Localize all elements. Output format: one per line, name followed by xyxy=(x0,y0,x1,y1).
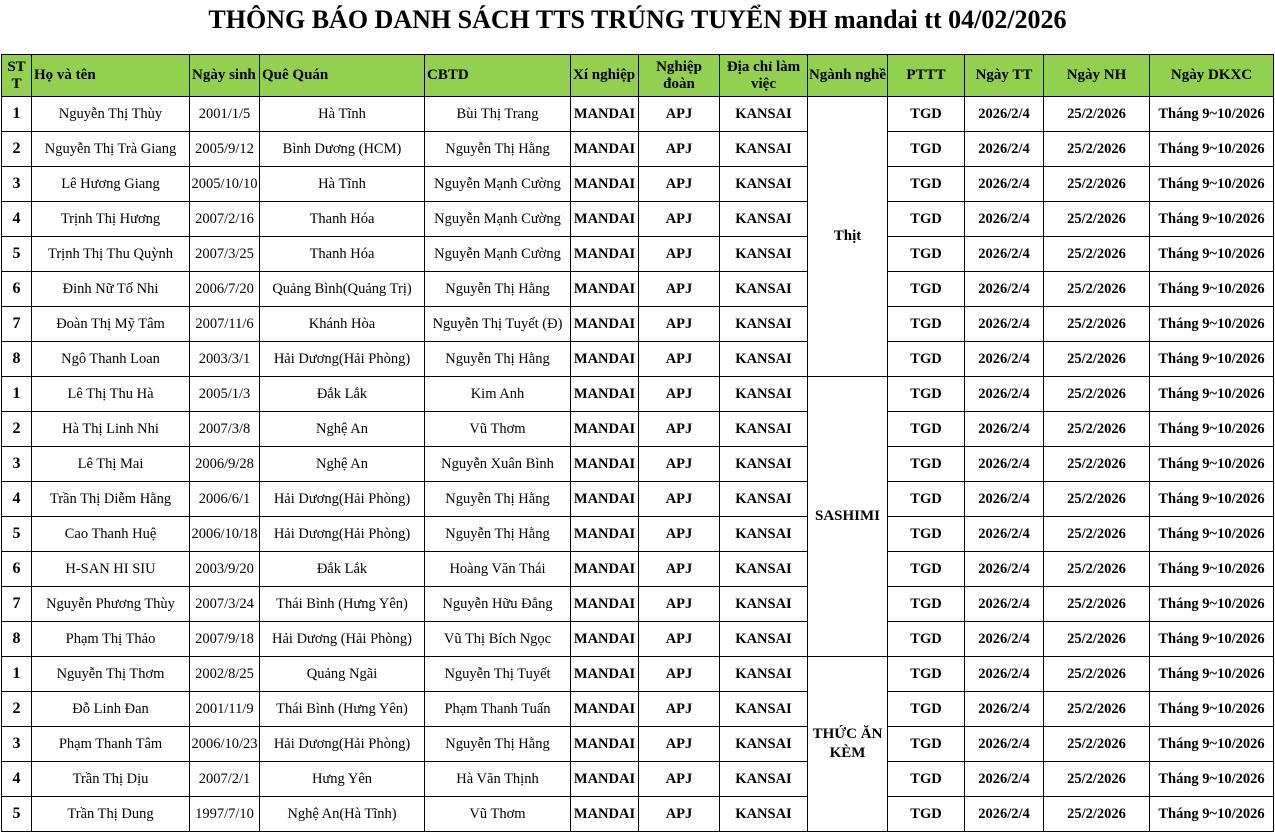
trade-group-cell: SASHIMI xyxy=(808,377,888,657)
row-admission-date: 25/2/2026 xyxy=(1044,97,1150,132)
row-cbtd: Hoàng Văn Thái xyxy=(425,552,571,587)
table-row xyxy=(2,377,1274,412)
row-union: APJ xyxy=(639,447,720,482)
row-pttt: TGD xyxy=(888,692,965,727)
row-factory: MANDAI xyxy=(571,622,639,657)
row-admission-date: 25/2/2026 xyxy=(1044,797,1150,832)
row-stt: 2 xyxy=(2,132,32,167)
row-workplace: KANSAI xyxy=(720,657,808,692)
row-workplace: KANSAI xyxy=(720,202,808,237)
header-test-date: Ngày TT xyxy=(965,55,1044,97)
row-departure-date: Tháng 9~10/2026 xyxy=(1150,307,1274,342)
row-factory: MANDAI xyxy=(571,482,639,517)
header-row xyxy=(2,55,1274,97)
row-name: Hà Thị Linh Nhi xyxy=(32,412,190,447)
row-factory: MANDAI xyxy=(571,97,639,132)
header-workplace: Địa chỉ làm việc xyxy=(720,55,808,97)
row-name: Trần Thị Dung xyxy=(32,797,190,832)
row-name: Cao Thanh Huệ xyxy=(32,517,190,552)
row-hometown: Nghệ An xyxy=(260,412,425,447)
page-title: THÔNG BÁO DANH SÁCH TTS TRÚNG TUYỂN ĐH mandai tt 04/02/2026 xyxy=(208,5,1067,34)
row-workplace: KANSAI xyxy=(720,552,808,587)
row-cbtd: Kim Anh xyxy=(425,377,571,412)
table-row xyxy=(2,237,1274,272)
row-hometown: Hải Dương(Hải Phòng) xyxy=(260,342,425,377)
row-factory: MANDAI xyxy=(571,272,639,307)
row-pttt: TGD xyxy=(888,657,965,692)
row-hometown: Nghệ An(Hà Tĩnh) xyxy=(260,797,425,832)
row-pttt: TGD xyxy=(888,377,965,412)
row-hometown: Nghệ An xyxy=(260,447,425,482)
row-hometown: Thanh Hóa xyxy=(260,237,425,272)
row-union: APJ xyxy=(639,517,720,552)
row-dob: 2003/9/20 xyxy=(190,552,260,587)
row-union: APJ xyxy=(639,797,720,832)
header-pttt: PTTT xyxy=(888,55,965,97)
row-dob: 2007/2/16 xyxy=(190,202,260,237)
row-test-date: 2026/2/4 xyxy=(965,272,1044,307)
row-admission-date: 25/2/2026 xyxy=(1044,517,1150,552)
row-departure-date: Tháng 9~10/2026 xyxy=(1150,167,1274,202)
row-dob: 2003/3/1 xyxy=(190,342,260,377)
row-name: Phạm Thị Thảo xyxy=(32,622,190,657)
row-admission-date: 25/2/2026 xyxy=(1044,447,1150,482)
row-admission-date: 25/2/2026 xyxy=(1044,762,1150,797)
table-row xyxy=(2,727,1274,762)
row-pttt: TGD xyxy=(888,412,965,447)
row-test-date: 2026/2/4 xyxy=(965,342,1044,377)
row-stt: 4 xyxy=(2,762,32,797)
row-pttt: TGD xyxy=(888,342,965,377)
row-factory: MANDAI xyxy=(571,202,639,237)
row-dob: 2006/9/28 xyxy=(190,447,260,482)
row-cbtd: Nguyễn Thị Hằng xyxy=(425,132,571,167)
row-hometown: Quảng Bình(Quảng Trị) xyxy=(260,272,425,307)
row-departure-date: Tháng 9~10/2026 xyxy=(1150,727,1274,762)
row-dob: 2002/8/25 xyxy=(190,657,260,692)
row-admission-date: 25/2/2026 xyxy=(1044,552,1150,587)
row-test-date: 2026/2/4 xyxy=(965,482,1044,517)
row-pttt: TGD xyxy=(888,517,965,552)
row-test-date: 2026/2/4 xyxy=(965,692,1044,727)
row-admission-date: 25/2/2026 xyxy=(1044,237,1150,272)
row-admission-date: 25/2/2026 xyxy=(1044,272,1150,307)
row-union: APJ xyxy=(639,202,720,237)
row-name: Trần Thị Dịu xyxy=(32,762,190,797)
row-name: Lê Thị Thu Hà xyxy=(32,377,190,412)
row-workplace: KANSAI xyxy=(720,272,808,307)
row-cbtd: Nguyễn Thị Tuyết (Đ) xyxy=(425,307,571,342)
row-stt: 3 xyxy=(2,167,32,202)
table-row xyxy=(2,202,1274,237)
row-union: APJ xyxy=(639,762,720,797)
header-trade: Ngành nghề xyxy=(808,55,888,97)
header-cbtd: CBTD xyxy=(425,55,571,97)
row-test-date: 2026/2/4 xyxy=(965,622,1044,657)
row-admission-date: 25/2/2026 xyxy=(1044,167,1150,202)
row-hometown: Đắk Lắk xyxy=(260,377,425,412)
row-departure-date: Tháng 9~10/2026 xyxy=(1150,97,1274,132)
row-admission-date: 25/2/2026 xyxy=(1044,132,1150,167)
row-union: APJ xyxy=(639,272,720,307)
row-factory: MANDAI xyxy=(571,762,639,797)
row-union: APJ xyxy=(639,587,720,622)
row-factory: MANDAI xyxy=(571,412,639,447)
row-name: Ngô Thanh Loan xyxy=(32,342,190,377)
row-factory: MANDAI xyxy=(571,517,639,552)
row-cbtd: Bùi Thị Trang xyxy=(425,97,571,132)
row-admission-date: 25/2/2026 xyxy=(1044,377,1150,412)
row-stt: 3 xyxy=(2,727,32,762)
table-row xyxy=(2,167,1274,202)
table-row xyxy=(2,657,1274,692)
row-pttt: TGD xyxy=(888,272,965,307)
row-pttt: TGD xyxy=(888,482,965,517)
row-pttt: TGD xyxy=(888,762,965,797)
row-workplace: KANSAI xyxy=(720,307,808,342)
row-hometown: Bình Dương (HCM) xyxy=(260,132,425,167)
row-pttt: TGD xyxy=(888,447,965,482)
row-test-date: 2026/2/4 xyxy=(965,727,1044,762)
table-row xyxy=(2,272,1274,307)
row-factory: MANDAI xyxy=(571,692,639,727)
row-name: Đinh Nữ Tố Nhi xyxy=(32,272,190,307)
row-departure-date: Tháng 9~10/2026 xyxy=(1150,482,1274,517)
row-dob: 2001/1/5 xyxy=(190,97,260,132)
row-name: Lê Thị Mai xyxy=(32,447,190,482)
row-pttt: TGD xyxy=(888,587,965,622)
row-stt: 2 xyxy=(2,692,32,727)
row-factory: MANDAI xyxy=(571,657,639,692)
row-dob: 2007/9/18 xyxy=(190,622,260,657)
row-union: APJ xyxy=(639,377,720,412)
table-row xyxy=(2,797,1274,832)
row-workplace: KANSAI xyxy=(720,342,808,377)
header-hometown: Quê Quán xyxy=(260,55,425,97)
row-name: Lê Hương Giang xyxy=(32,167,190,202)
table-row xyxy=(2,587,1274,622)
row-pttt: TGD xyxy=(888,97,965,132)
table-row xyxy=(2,762,1274,797)
row-cbtd: Nguyễn Thị Tuyết xyxy=(425,657,571,692)
row-test-date: 2026/2/4 xyxy=(965,587,1044,622)
table-row xyxy=(2,412,1274,447)
row-test-date: 2026/2/4 xyxy=(965,797,1044,832)
row-union: APJ xyxy=(639,482,720,517)
row-union: APJ xyxy=(639,727,720,762)
row-name: Nguyễn Phương Thùy xyxy=(32,587,190,622)
row-stt: 4 xyxy=(2,482,32,517)
row-name: Trịnh Thị Thu Quỳnh xyxy=(32,237,190,272)
row-workplace: KANSAI xyxy=(720,797,808,832)
row-cbtd: Nguyễn Hữu Đẳng xyxy=(425,587,571,622)
row-departure-date: Tháng 9~10/2026 xyxy=(1150,587,1274,622)
row-pttt: TGD xyxy=(888,797,965,832)
table-row xyxy=(2,97,1274,132)
table-row xyxy=(2,482,1274,517)
row-hometown: Hà Tĩnh xyxy=(260,97,425,132)
row-name: Phạm Thanh Tâm xyxy=(32,727,190,762)
row-test-date: 2026/2/4 xyxy=(965,202,1044,237)
row-dob: 2005/1/3 xyxy=(190,377,260,412)
row-admission-date: 25/2/2026 xyxy=(1044,657,1150,692)
row-hometown: Quảng Ngãi xyxy=(260,657,425,692)
row-hometown: Đắk Lắk xyxy=(260,552,425,587)
row-pttt: TGD xyxy=(888,622,965,657)
row-factory: MANDAI xyxy=(571,727,639,762)
row-name: Đỗ Linh Đan xyxy=(32,692,190,727)
table-row xyxy=(2,447,1274,482)
row-departure-date: Tháng 9~10/2026 xyxy=(1150,377,1274,412)
row-workplace: KANSAI xyxy=(720,167,808,202)
row-stt: 7 xyxy=(2,587,32,622)
header-admission-date: Ngày NH xyxy=(1044,55,1150,97)
row-cbtd: Nguyễn Thị Hằng xyxy=(425,342,571,377)
row-pttt: TGD xyxy=(888,552,965,587)
row-workplace: KANSAI xyxy=(720,97,808,132)
row-hometown: Hải Dương(Hải Phòng) xyxy=(260,727,425,762)
table-row xyxy=(2,132,1274,167)
row-departure-date: Tháng 9~10/2026 xyxy=(1150,412,1274,447)
row-dob: 2006/6/1 xyxy=(190,482,260,517)
row-departure-date: Tháng 9~10/2026 xyxy=(1150,797,1274,832)
row-stt: 5 xyxy=(2,517,32,552)
row-name: H-SAN HI SIU xyxy=(32,552,190,587)
row-dob: 2006/10/23 xyxy=(190,727,260,762)
row-stt: 1 xyxy=(2,97,32,132)
row-factory: MANDAI xyxy=(571,377,639,412)
row-stt: 5 xyxy=(2,797,32,832)
row-dob: 2007/2/1 xyxy=(190,762,260,797)
row-admission-date: 25/2/2026 xyxy=(1044,622,1150,657)
row-stt: 6 xyxy=(2,272,32,307)
row-departure-date: Tháng 9~10/2026 xyxy=(1150,237,1274,272)
row-departure-date: Tháng 9~10/2026 xyxy=(1150,342,1274,377)
row-test-date: 2026/2/4 xyxy=(965,307,1044,342)
trainee-table xyxy=(1,54,1274,832)
row-factory: MANDAI xyxy=(571,167,639,202)
row-dob: 2007/3/24 xyxy=(190,587,260,622)
header-stt: ST T xyxy=(2,55,32,97)
row-dob: 2007/3/25 xyxy=(190,237,260,272)
row-workplace: KANSAI xyxy=(720,482,808,517)
row-workplace: KANSAI xyxy=(720,517,808,552)
row-test-date: 2026/2/4 xyxy=(965,237,1044,272)
row-dob: 2006/10/18 xyxy=(190,517,260,552)
row-dob: 2006/7/20 xyxy=(190,272,260,307)
row-admission-date: 25/2/2026 xyxy=(1044,202,1150,237)
row-cbtd: Nguyễn Thị Hằng xyxy=(425,727,571,762)
row-union: APJ xyxy=(639,342,720,377)
row-factory: MANDAI xyxy=(571,552,639,587)
row-hometown: Hà Tĩnh xyxy=(260,167,425,202)
row-departure-date: Tháng 9~10/2026 xyxy=(1150,657,1274,692)
row-admission-date: 25/2/2026 xyxy=(1044,587,1150,622)
header-factory: Xí nghiệp xyxy=(571,55,639,97)
header-dob: Ngày sinh xyxy=(190,55,260,97)
row-factory: MANDAI xyxy=(571,307,639,342)
row-departure-date: Tháng 9~10/2026 xyxy=(1150,692,1274,727)
row-admission-date: 25/2/2026 xyxy=(1044,482,1150,517)
row-cbtd: Nguyễn Mạnh Cường xyxy=(425,237,571,272)
header-departure-date: Ngày DKXC xyxy=(1150,55,1274,97)
row-admission-date: 25/2/2026 xyxy=(1044,412,1150,447)
table-row xyxy=(2,307,1274,342)
trade-group-cell: Thịt xyxy=(808,97,888,377)
row-hometown: Thái Bình (Hưng Yên) xyxy=(260,692,425,727)
row-union: APJ xyxy=(639,412,720,447)
table-row xyxy=(2,692,1274,727)
row-pttt: TGD xyxy=(888,237,965,272)
row-union: APJ xyxy=(639,622,720,657)
row-departure-date: Tháng 9~10/2026 xyxy=(1150,202,1274,237)
row-dob: 1997/7/10 xyxy=(190,797,260,832)
table-row xyxy=(2,552,1274,587)
row-stt: 2 xyxy=(2,412,32,447)
row-admission-date: 25/2/2026 xyxy=(1044,692,1150,727)
table-row xyxy=(2,517,1274,552)
row-hometown: Hải Dương(Hải Phòng) xyxy=(260,517,425,552)
row-cbtd: Phạm Thanh Tuấn xyxy=(425,692,571,727)
row-dob: 2001/11/9 xyxy=(190,692,260,727)
row-test-date: 2026/2/4 xyxy=(965,762,1044,797)
row-factory: MANDAI xyxy=(571,132,639,167)
row-workplace: KANSAI xyxy=(720,412,808,447)
row-test-date: 2026/2/4 xyxy=(965,377,1044,412)
row-test-date: 2026/2/4 xyxy=(965,167,1044,202)
row-cbtd: Vũ Thị Bích Ngọc xyxy=(425,622,571,657)
row-departure-date: Tháng 9~10/2026 xyxy=(1150,447,1274,482)
row-stt: 4 xyxy=(2,202,32,237)
row-departure-date: Tháng 9~10/2026 xyxy=(1150,622,1274,657)
row-union: APJ xyxy=(639,552,720,587)
row-hometown: Thái Bình (Hưng Yên) xyxy=(260,587,425,622)
row-pttt: TGD xyxy=(888,727,965,762)
row-stt: 1 xyxy=(2,377,32,412)
row-test-date: 2026/2/4 xyxy=(965,97,1044,132)
row-cbtd: Vũ Thơm xyxy=(425,412,571,447)
row-workplace: KANSAI xyxy=(720,587,808,622)
row-workplace: KANSAI xyxy=(720,132,808,167)
row-departure-date: Tháng 9~10/2026 xyxy=(1150,517,1274,552)
row-stt: 1 xyxy=(2,657,32,692)
row-stt: 6 xyxy=(2,552,32,587)
row-name: Nguyễn Thị Thùy xyxy=(32,97,190,132)
row-union: APJ xyxy=(639,307,720,342)
row-name: Nguyễn Thị Trà Giang xyxy=(32,132,190,167)
row-dob: 2007/3/8 xyxy=(190,412,260,447)
trade-group-cell: THỨC ĂN KÈM xyxy=(808,657,888,832)
row-factory: MANDAI xyxy=(571,237,639,272)
row-workplace: KANSAI xyxy=(720,762,808,797)
row-cbtd: Nguyễn Thị Hằng xyxy=(425,482,571,517)
table-row xyxy=(2,622,1274,657)
row-departure-date: Tháng 9~10/2026 xyxy=(1150,552,1274,587)
row-dob: 2005/10/10 xyxy=(190,167,260,202)
row-workplace: KANSAI xyxy=(720,377,808,412)
row-test-date: 2026/2/4 xyxy=(965,657,1044,692)
row-stt: 8 xyxy=(2,622,32,657)
table-row xyxy=(2,342,1274,377)
row-stt: 3 xyxy=(2,447,32,482)
row-cbtd: Nguyễn Mạnh Cường xyxy=(425,167,571,202)
row-test-date: 2026/2/4 xyxy=(965,132,1044,167)
row-test-date: 2026/2/4 xyxy=(965,552,1044,587)
row-cbtd: Nguyễn Xuân Bình xyxy=(425,447,571,482)
header-name: Họ và tên xyxy=(32,55,190,97)
row-departure-date: Tháng 9~10/2026 xyxy=(1150,132,1274,167)
row-test-date: 2026/2/4 xyxy=(965,447,1044,482)
row-cbtd: Hà Văn Thịnh xyxy=(425,762,571,797)
row-hometown: Hưng Yên xyxy=(260,762,425,797)
row-workplace: KANSAI xyxy=(720,447,808,482)
row-workplace: KANSAI xyxy=(720,727,808,762)
row-union: APJ xyxy=(639,237,720,272)
row-admission-date: 25/2/2026 xyxy=(1044,307,1150,342)
row-departure-date: Tháng 9~10/2026 xyxy=(1150,272,1274,307)
row-workplace: KANSAI xyxy=(720,237,808,272)
row-admission-date: 25/2/2026 xyxy=(1044,727,1150,762)
row-factory: MANDAI xyxy=(571,447,639,482)
row-workplace: KANSAI xyxy=(720,622,808,657)
row-hometown: Hải Dương(Hải Phòng) xyxy=(260,482,425,517)
header-union: Nghiệp đoàn xyxy=(639,55,720,97)
row-cbtd: Nguyễn Thị Hằng xyxy=(425,517,571,552)
row-cbtd: Nguyễn Mạnh Cường xyxy=(425,202,571,237)
row-factory: MANDAI xyxy=(571,342,639,377)
row-union: APJ xyxy=(639,692,720,727)
row-union: APJ xyxy=(639,167,720,202)
row-name: Trịnh Thị Hương xyxy=(32,202,190,237)
row-pttt: TGD xyxy=(888,132,965,167)
row-pttt: TGD xyxy=(888,307,965,342)
row-test-date: 2026/2/4 xyxy=(965,517,1044,552)
row-hometown: Khánh Hòa xyxy=(260,307,425,342)
row-name: Nguyễn Thị Thơm xyxy=(32,657,190,692)
row-stt: 5 xyxy=(2,237,32,272)
row-hometown: Hải Dương (Hải Phòng) xyxy=(260,622,425,657)
row-pttt: TGD xyxy=(888,202,965,237)
row-admission-date: 25/2/2026 xyxy=(1044,342,1150,377)
row-hometown: Thanh Hóa xyxy=(260,202,425,237)
row-pttt: TGD xyxy=(888,167,965,202)
row-dob: 2005/9/12 xyxy=(190,132,260,167)
row-union: APJ xyxy=(639,657,720,692)
row-departure-date: Tháng 9~10/2026 xyxy=(1150,762,1274,797)
row-test-date: 2026/2/4 xyxy=(965,412,1044,447)
row-factory: MANDAI xyxy=(571,587,639,622)
row-cbtd: Vũ Thơm xyxy=(425,797,571,832)
row-workplace: KANSAI xyxy=(720,692,808,727)
row-stt: 8 xyxy=(2,342,32,377)
row-union: APJ xyxy=(639,132,720,167)
row-name: Đoàn Thị Mỹ Tâm xyxy=(32,307,190,342)
row-factory: MANDAI xyxy=(571,797,639,832)
row-dob: 2007/11/6 xyxy=(190,307,260,342)
row-stt: 7 xyxy=(2,307,32,342)
row-union: APJ xyxy=(639,97,720,132)
row-name: Trần Thị Diễm Hằng xyxy=(32,482,190,517)
row-cbtd: Nguyễn Thị Hằng xyxy=(425,272,571,307)
